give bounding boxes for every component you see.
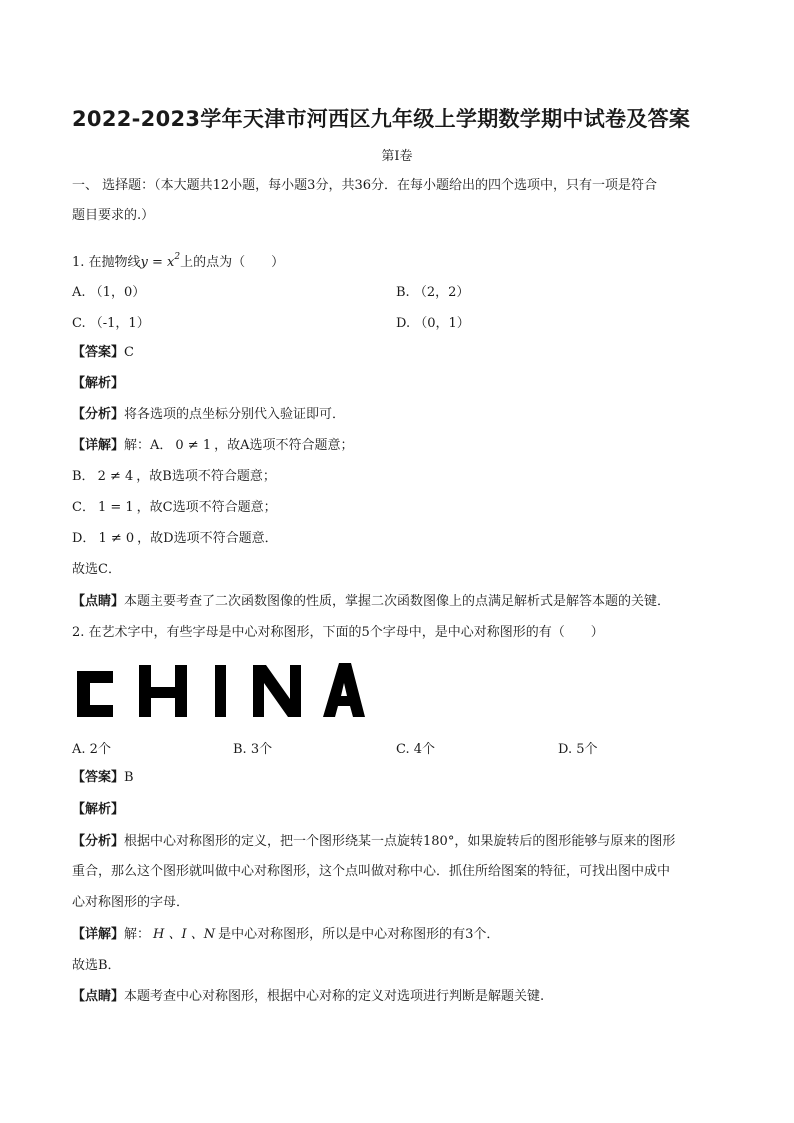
q1-fenxi-text: 将各选项的点坐标分别代入验证即可． <box>124 407 346 422</box>
q1-option-d-text: （0，1） <box>414 316 470 331</box>
q1-option-d-letter: D. <box>396 316 411 331</box>
q2-option-b-letter: B. <box>233 742 247 757</box>
q2-fenxi-text1: 根据中心对称图形的定义，把一个图形绕某一点旋转180°，如果旋转后的图形能够与原来的图形 <box>124 834 676 849</box>
q2-comment <box>72 987 544 1006</box>
q2-option-d <box>558 738 598 757</box>
q1-option-b-letter: B. <box>396 285 410 300</box>
china-letters-image <box>75 661 365 721</box>
q1-formula <box>140 252 181 270</box>
q1-conclusion: 故选C． <box>72 562 121 577</box>
q2-detail-tag: 【详解】 <box>72 927 125 942</box>
q1-answer <box>72 343 134 362</box>
q1-option-c-letter: C. <box>72 316 86 331</box>
q1-detail-a-math: 0 ≠ 1 <box>175 438 212 453</box>
q1-detail-a-prefix: 解：A． <box>124 438 173 453</box>
q2-detail-prefix: 解： <box>124 927 151 942</box>
q2-fenxi-tag: 【分析】 <box>72 834 125 849</box>
q2-analysis-tag <box>72 800 124 819</box>
q1-detail-b-end: ，故B选项不符合题意； <box>136 469 276 484</box>
q1-detail-d-prefix: D． <box>72 531 96 546</box>
q1-detail-c-prefix: C． <box>72 500 95 515</box>
q2-fenxi-line1 <box>72 832 675 851</box>
q2-option-a <box>72 738 111 757</box>
q1-option-a <box>72 281 145 300</box>
q1-option-c-text: （-1，1） <box>89 316 150 331</box>
q2-stem: 2. 在艺术字中，有些字母是中心对称图形，下面的5个字母中，是中心对称图形的有（ ） <box>72 625 604 640</box>
q1-analysis-label: 【解析】 <box>72 376 125 391</box>
q2-option-d-letter: D. <box>558 742 573 757</box>
q1-detail-c <box>72 498 277 517</box>
q1-detail-d <box>72 529 278 548</box>
q1-detail-a <box>72 436 354 455</box>
q2-option-c-letter: C. <box>396 742 410 757</box>
q2-detail <box>72 925 499 944</box>
letter-i <box>215 665 226 717</box>
q1-formula-exponent: 2 <box>174 252 181 262</box>
q1-detail-d-math: 1 ≠ 0 <box>98 531 135 546</box>
q1-option-c <box>72 312 150 331</box>
q2-detail-end: 是中心对称图形，所以是中心对称图形的有3个． <box>218 927 500 942</box>
q2-answer-value: B <box>124 770 134 785</box>
letter-a <box>323 663 365 717</box>
q1-option-d <box>396 312 470 331</box>
volume-label: 第Ⅰ卷 <box>381 149 413 164</box>
q2-option-a-text: 2个 <box>89 742 111 757</box>
q2-option-c-text: 4个 <box>413 742 436 757</box>
q1-option-a-letter: A. <box>72 285 86 300</box>
q1-fenxi-tag: 【分析】 <box>72 407 125 422</box>
q2-detail-math: H 、I 、N <box>153 927 216 942</box>
q2-option-d-text: 5个 <box>576 742 598 757</box>
q1-option-b-text: （2，2） <box>413 285 470 300</box>
q1-comment-tag: 【点睛】 <box>72 594 125 609</box>
q2-fenxi-line2: 重合，那么这个图形就叫做中心对称图形，这个点叫做对称中心．抓住所给图案的特征，可找出图中成中 <box>72 864 671 879</box>
q1-option-b <box>396 281 469 300</box>
letter-n <box>253 665 301 717</box>
letter-h <box>139 665 187 717</box>
q1-detail-tag: 【详解】 <box>72 438 125 453</box>
q2-answer-tag: 【答案】 <box>72 770 125 785</box>
section-heading-line1: 一、 选择题：（本大题共12小题，每小题3分，共36分．在每小题给出的四个选项中，只有一项是符合 <box>72 178 657 193</box>
section-heading-line2: 题目要求的.） <box>72 208 155 223</box>
q1-answer-value: C <box>124 345 134 360</box>
q1-detail-d-end: ，故D选项不符合题意． <box>137 531 278 546</box>
q1-detail-b-math: 2 ≠ 4 <box>97 469 134 484</box>
q2-option-b-text: 3个 <box>250 742 273 757</box>
q2-comment-tag: 【点睛】 <box>72 989 125 1004</box>
q1-analysis-tag <box>72 374 124 393</box>
q2-conclusion: 故选B． <box>72 958 121 973</box>
q1-fenxi <box>72 405 345 424</box>
q1-stem-suffix: 上的点为（ ） <box>180 255 285 270</box>
q1-formula-base: y = x <box>140 255 175 270</box>
q1-detail-a-end: ，故A选项不符合题意； <box>214 438 354 453</box>
q2-option-b <box>233 738 272 757</box>
q1-stem <box>72 248 284 272</box>
q2-answer <box>72 768 134 787</box>
q2-fenxi-line3: 心对称图形的字母． <box>72 895 190 910</box>
q2-option-c <box>396 738 435 757</box>
q1-comment <box>72 592 670 611</box>
q2-option-a-letter: A. <box>72 742 86 757</box>
q1-detail-b-prefix: B． <box>72 469 95 484</box>
q2-analysis-label: 【解析】 <box>72 802 125 817</box>
letter-c <box>77 671 113 717</box>
q1-option-a-text: （1，0） <box>89 285 146 300</box>
q1-detail-b <box>72 467 276 486</box>
q1-stem-prefix: 1. 在抛物线 <box>72 255 141 270</box>
document-title: 2022-2023学年天津市河西区九年级上学期数学期中试卷及答案 <box>72 107 691 131</box>
q1-answer-tag: 【答案】 <box>72 345 125 360</box>
q2-comment-text: 本题考查中心对称图形，根据中心对称的定义对选项进行判断是解题关键. <box>124 989 545 1004</box>
q1-comment-text: 本题主要考查了二次函数图像的性质，掌握二次函数图像上的点满足解析式是解答本题的关键． <box>124 594 671 609</box>
q1-detail-c-math: 1 = 1 <box>97 500 134 515</box>
q1-detail-c-end: ，故C选项不符合题意； <box>136 500 277 515</box>
